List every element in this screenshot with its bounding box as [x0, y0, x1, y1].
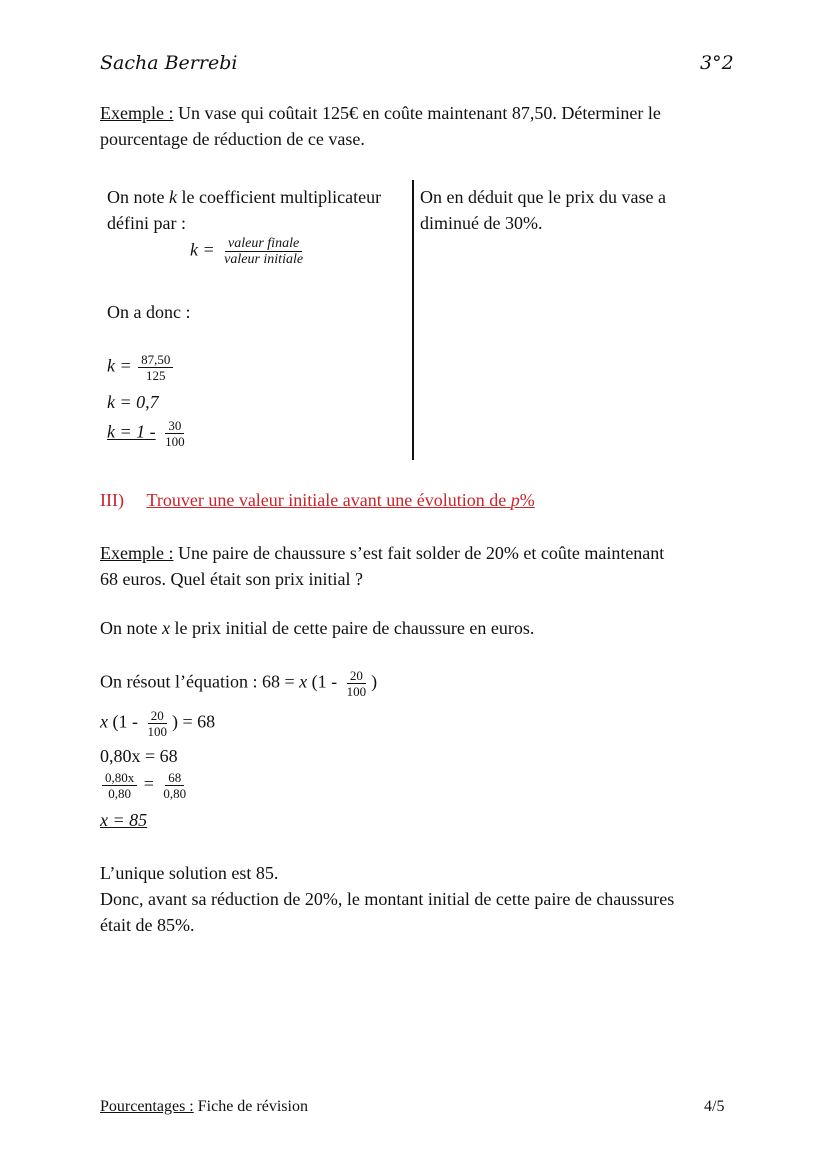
solve-equation	[100, 668, 377, 699]
eq1-var: x	[100, 711, 108, 732]
formula-fraction	[221, 236, 306, 267]
eq1-open: (1 -	[108, 711, 138, 732]
left-line2: défini par :	[107, 213, 186, 233]
example2-text-1: Une paire de chaussure s’est fait solder de 20% et coûte maintenant	[177, 543, 665, 563]
equation-4: x = 85	[100, 810, 148, 830]
conclusion	[100, 860, 760, 938]
left-line1-var: k	[169, 187, 177, 207]
example2-label: Exemple :	[100, 543, 174, 563]
eq3-fraction-left	[102, 770, 137, 801]
column-divider	[412, 180, 414, 460]
right-column	[420, 184, 720, 236]
section3-title-a: Trouver une valeur initiale avant une évolution de	[146, 490, 511, 510]
left-line1-a: On note	[107, 187, 169, 207]
equation-1	[100, 708, 215, 739]
example1-statement	[100, 100, 740, 152]
section3-title-var: p	[510, 490, 520, 510]
formula-numerator: valeur finale	[225, 236, 302, 252]
step1-denominator: 125	[146, 368, 166, 383]
coefficient-formula	[190, 236, 308, 267]
example2-statement	[100, 540, 760, 592]
solve-open: (1 -	[307, 671, 338, 692]
eq3-numerator-right: 68	[165, 770, 184, 786]
class-label: 3°2	[700, 52, 734, 74]
page-number: 4/5	[704, 1098, 725, 1115]
section3-number: III)	[100, 490, 124, 510]
author-name: Sacha Berrebi	[100, 52, 238, 74]
on-a-donc: On a donc :	[107, 302, 191, 322]
eq3-numerator-left: 0,80x	[102, 770, 137, 786]
conclusion-1: L’unique solution est 85.	[100, 863, 279, 883]
solve-var: x	[299, 671, 308, 692]
footer-subtitle: Fiche de révision	[193, 1098, 308, 1115]
footer-title	[100, 1098, 308, 1116]
example1-label: Exemple :	[100, 103, 174, 123]
note-var: x	[162, 618, 170, 638]
equation-2: 0,80x = 68	[100, 746, 178, 766]
formula-lhs: k =	[190, 239, 215, 260]
step2: k = 0,7	[107, 392, 159, 412]
note-b: le prix initial de cette paire de chaussure en euros.	[170, 618, 535, 638]
step1-lhs: k =	[107, 355, 132, 376]
example2-text-2: 68 euros. Quel était son prix initial ?	[100, 569, 363, 589]
conclusion-3: était de 85%.	[100, 915, 195, 935]
step1	[107, 352, 175, 383]
eq3-denominator-right: 0,80	[163, 786, 187, 801]
step3-lhs: k = 1 -	[107, 421, 156, 442]
section3-title	[146, 490, 534, 510]
eq1-fraction	[145, 708, 171, 739]
eq1-denominator: 100	[147, 724, 167, 739]
equation-3	[100, 770, 191, 801]
example1-text-1: Un vase qui coûtait 125€ en coûte maintenant 87,50. Déterminer le	[177, 103, 661, 123]
conclusion-2: Donc, avant sa réduction de 20%, le montant initial de cette paire de chaussures	[100, 889, 675, 909]
right-line1: On en déduit que le prix du vase a	[420, 187, 666, 207]
example1-text-2: pourcentage de réduction de ce vase.	[100, 129, 365, 149]
eq3-denominator-left: 0,80	[108, 786, 131, 801]
formula-denominator: valeur initiale	[224, 252, 304, 267]
step3-fraction	[162, 418, 188, 449]
footer-title-main: Pourcentages :	[100, 1098, 194, 1115]
note-x	[100, 618, 534, 639]
solve-numerator: 20	[347, 668, 366, 684]
step3-denominator: 100	[165, 434, 185, 449]
right-line2: diminué de 30%.	[420, 213, 543, 233]
step1-fraction	[138, 352, 173, 383]
step3-numerator: 30	[165, 418, 184, 434]
section3-heading	[100, 490, 535, 511]
section3-title-b: %	[519, 490, 535, 510]
note-a: On note	[100, 618, 162, 638]
solve-close: )	[371, 671, 378, 692]
solve-text: On résout l’équation : 68 =	[100, 671, 300, 692]
step3	[107, 418, 190, 449]
step1-numerator: 87,50	[138, 352, 173, 368]
eq3-equals: =	[143, 773, 154, 794]
eq1-numerator: 20	[148, 708, 167, 724]
eq1-close: ) = 68	[172, 711, 216, 732]
eq3-fraction-right	[160, 770, 189, 801]
left-column	[107, 184, 407, 236]
left-line1-b: le coefficient multiplicateur	[177, 187, 382, 207]
solve-fraction	[344, 668, 370, 699]
solve-denominator: 100	[346, 684, 367, 699]
